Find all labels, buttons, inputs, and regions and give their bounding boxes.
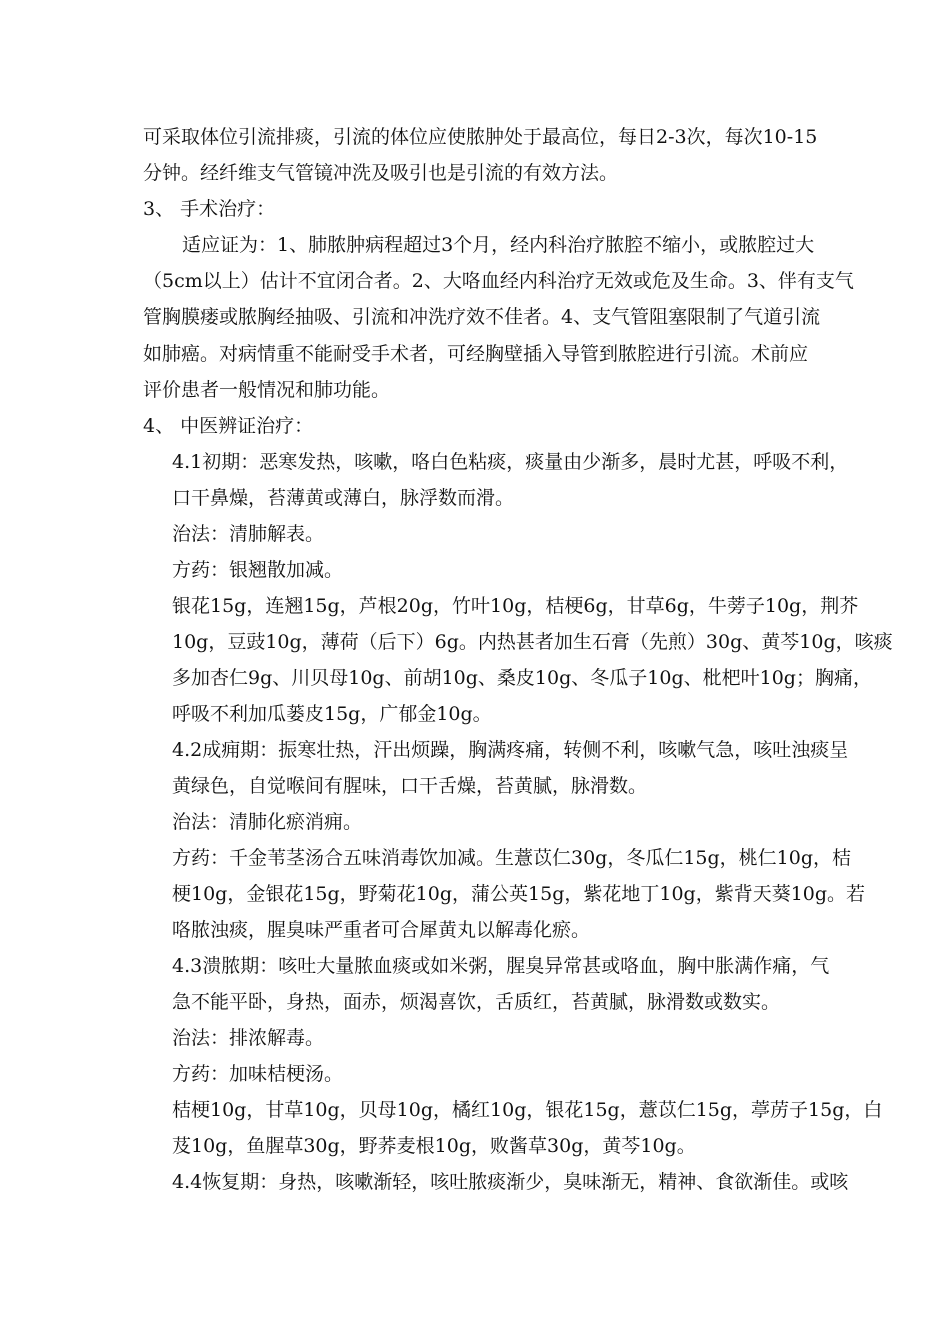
text-line: 银花15g，连翘15g，芦根20g，竹叶10g，桔梗6g，甘草6g，牛蒡子10g，荆芥 bbox=[172, 595, 859, 617]
text-line: 方药：加味桔梗汤。 bbox=[172, 1063, 344, 1085]
text-line: 呼吸不利加瓜蒌皮15g，广郁金10g。 bbox=[172, 703, 492, 725]
text-line: 口干鼻燥，苔薄黄或薄白，脉浮数而滑。 bbox=[172, 487, 515, 509]
text-line: 分钟。经纤维支气管镜冲洗及吸引也是引流的有效方法。 bbox=[143, 162, 619, 184]
text-line: 咯脓浊痰，腥臭味严重者可合犀黄丸以解毒化瘀。 bbox=[172, 919, 591, 941]
text-line: 多加杏仁9g、川贝母10g、前胡10g、桑皮10g、冬瓜子10g、枇杷叶10g；胸痛， bbox=[172, 667, 872, 689]
section-heading: 3、 手术治疗： bbox=[143, 198, 276, 220]
text-line: 方药：银翘散加减。 bbox=[172, 559, 344, 581]
text-line: 治法：排浓解毒。 bbox=[172, 1027, 325, 1049]
text-line: 4.2成痈期：振寒壮热，汗出烦躁，胸满疼痛，转侧不利，咳嗽气急，咳吐浊痰呈 bbox=[172, 739, 849, 761]
text-line: 可采取体位引流排痰，引流的体位应使脓肿处于最高位，每日2-3次，每次10-15 bbox=[143, 126, 818, 148]
text-line: 适应证为：1、肺脓肿病程超过3个月，经内科治疗脓腔不缩小，或脓腔过大 bbox=[182, 234, 815, 256]
text-line: 芨10g，鱼腥草30g，野荞麦根10g，败酱草30g，黄芩10g。 bbox=[172, 1135, 696, 1157]
text-line: 方药：千金苇茎汤合五味消毒饮加减。生薏苡仁30g，冬瓜仁15g，桃仁10g，桔 bbox=[172, 847, 852, 869]
section-heading: 4、 中医辨证治疗： bbox=[143, 415, 314, 437]
text-line: 如肺癌。对病情重不能耐受手术者，可经胸壁插入导管到脓腔进行引流。术前应 bbox=[143, 343, 809, 365]
text-line: 急不能平卧，身热，面赤，烦渴喜饮，舌质红，苔黄腻，脉滑数或数实。 bbox=[172, 991, 781, 1013]
text-line: （5cm以上）估计不宜闭合者。2、大咯血经内科治疗无效或危及生命。3、伴有支气 bbox=[143, 270, 854, 292]
text-line: 评价患者一般情况和肺功能。 bbox=[143, 379, 391, 401]
text-line: 黄绿色，自觉喉间有腥味，口干舌燥，苔黄腻，脉滑数。 bbox=[172, 775, 648, 797]
text-line: 梗10g，金银花15g，野菊花10g，蒲公英15g，紫花地丁10g，紫背天葵10g。若 bbox=[172, 883, 866, 905]
text-line: 10g，豆豉10g，薄荷（后下）6g。内热甚者加生石膏（先煎）30g、黄芩10g，咳痰 bbox=[172, 631, 893, 653]
text-line: 治法：清肺化瘀消痈。 bbox=[172, 811, 363, 833]
text-line: 4.1初期：恶寒发热，咳嗽，咯白色粘痰，痰量由少渐多，晨时尤甚，呼吸不利， bbox=[172, 451, 849, 473]
text-line: 4.3溃脓期：咳吐大量脓血痰或如米粥，腥臭异常甚或咯血，胸中胀满作痛，气 bbox=[172, 955, 830, 977]
text-line: 治法：清肺解表。 bbox=[172, 523, 325, 545]
text-line: 4.4恢复期：身热，咳嗽渐轻，咳吐脓痰渐少，臭味渐无，精神、食欲渐佳。或咳 bbox=[172, 1171, 849, 1193]
text-line: 桔梗10g，甘草10g，贝母10g，橘红10g，银花15g，薏苡仁15g，葶苈子15g，白 bbox=[172, 1099, 883, 1121]
text-line: 管胸膜瘘或脓胸经抽吸、引流和冲洗疗效不佳者。4、支气管阻塞限制了气道引流 bbox=[143, 306, 821, 328]
